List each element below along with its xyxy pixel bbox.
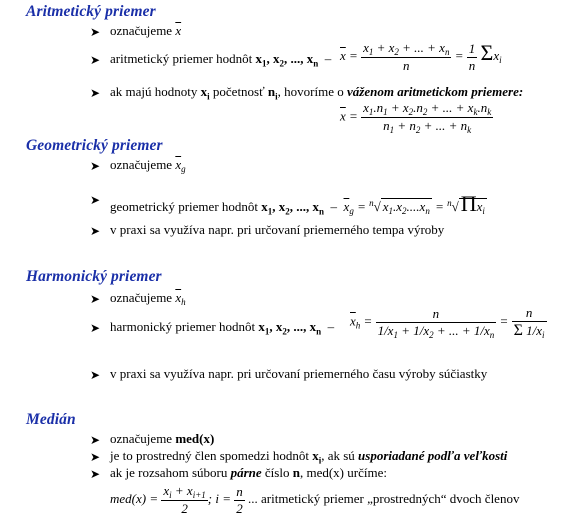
bullet-arrow-icon: ➤: [90, 292, 101, 306]
median-even-mid: číslo: [264, 465, 290, 480]
median-even-post: , med(x) určíme:: [299, 465, 387, 480]
harm-definition-line: harmonický priemer hodnôt $x_1$, $x_2$, ..., $x_n$ –: [110, 319, 338, 337]
bullet-arrow-icon: ➤: [90, 25, 101, 39]
geom-definition-line: geometrický priemer hodnôt $x_1$, $x_2$, ..., $x_n - \overline{x}_g = ^n√$ $x_1.x_2....x_n = ^n√\Pi x_i$: [110, 191, 485, 217]
harm-formula: $\overline{x}_h$ = $\frac{n}{1/x_1 + 1/x_2 + ... + 1/x_n}$ = $\frac{n}{\Sigma 1/x_i}$: [350, 305, 545, 340]
bullet-arrow-icon: ➤: [90, 224, 101, 238]
weighted-formula: $\overline{x}$ = $\frac{x_1.n_1 + x_2.n_2 + ... + x_k.n_k}{n_1 + n_2 + ... + n_k}$: [340, 100, 492, 135]
bullet-arrow-icon: ➤: [90, 450, 101, 464]
median-formula-lhs: med(x) =: [110, 490, 159, 506]
arith-formula: $\overline{x}$ = $\frac{x_1 + x_2 + ... + x_n}{n}$ = $\frac{1}{n}$ $\Sigma x_i$: [340, 40, 502, 74]
weighted-emphasis: váženom aritmetickom priemere:: [347, 84, 524, 99]
bullet-arrow-icon: ➤: [90, 159, 101, 173]
geom-denote-text: označujeme: [110, 157, 173, 172]
geom-denote-line: označujeme $\overline{x}_g$: [110, 157, 186, 174]
median-symbol: med(x): [175, 431, 215, 446]
geom-variables: $x_1$, $x_2$, ..., $x_n$: [261, 199, 325, 217]
arith-definition-text: aritmetický priemer hodnôt: [110, 51, 253, 66]
harm-symbol: $\overline{x}$: [175, 290, 182, 305]
geom-definition-text: geometrický priemer hodnôt: [110, 199, 259, 214]
arith-denote-text: označujeme: [110, 23, 173, 38]
heading-geometric-mean: Geometrický priemer: [26, 137, 163, 154]
median-even-n: n: [292, 465, 300, 480]
bullet-arrow-icon: ➤: [90, 433, 101, 447]
median-even-emphasis: párne: [230, 465, 262, 480]
median-formula: med(x) = $\frac{x_i + x_{i+1}}{2}$ ; i = $\frac{n}{2}$ ... aritmetický priemer „prostredných“ dvoch členov: [110, 483, 520, 516]
median-xi: $x_i$: [312, 448, 322, 466]
bullet-arrow-icon: ➤: [90, 467, 101, 481]
heading-harmonic-mean: Harmonický priemer: [26, 268, 162, 285]
median-definition-line: [110, 448, 507, 466]
harm-denote-line: označujeme $\overline{x}_h$: [110, 290, 186, 307]
median-definition-pre: je to prostredný člen spomedzi hodnôt: [110, 448, 309, 463]
weighted-pre-text: ak majú hodnoty: [110, 84, 198, 99]
bullet-arrow-icon: ➤: [90, 53, 101, 67]
weighted-post-text: , hovoríme o: [277, 84, 344, 99]
harm-definition-text: harmonický priemer hodnôt: [110, 319, 256, 334]
weighted-xi: $x_i$: [200, 84, 210, 102]
arith-denote-line: [110, 23, 181, 39]
median-denote-line: [110, 431, 214, 447]
heading-arithmetic-mean: Aritmetický priemer: [26, 3, 156, 20]
arith-variables: $x_1$, $x_2$, ..., $x_n$: [255, 51, 319, 69]
median-denote-text: označujeme: [110, 431, 173, 446]
harm-usage-text: v praxi sa využíva napr. pri určovaní priemerného času výroby súčiastky: [110, 366, 488, 381]
arith-symbol: $\overline{x}$: [175, 23, 182, 38]
median-even-pre: ak je rozsahom súboru: [110, 465, 228, 480]
heading-median: Medián: [26, 411, 76, 428]
arith-weighted-line: [110, 84, 523, 102]
bullet-arrow-icon: ➤: [90, 193, 101, 207]
median-formula-note: ... aritmetický priemer „prostredných“ dvoch členov: [248, 490, 520, 506]
bullet-arrow-icon: ➤: [90, 321, 101, 335]
median-definition-emphasis: usporiadané podľa veľkosti: [358, 448, 508, 463]
arith-definition-line: aritmetický priemer hodnôt $x_1$, $x_2$, ..., $x_n$ –: [110, 51, 335, 69]
weighted-mid-text: početnosť: [212, 84, 265, 99]
harm-variables: $x_1$, $x_2$, ..., $x_n$: [258, 319, 322, 337]
median-definition-post: , ak sú: [321, 448, 355, 463]
harm-denote-text: označujeme: [110, 290, 173, 305]
geom-usage-text: v praxi sa využíva napr. pri určovaní priemerného tempa výroby: [110, 222, 445, 237]
geom-symbol: $\overline{x}$: [175, 157, 182, 172]
bullet-arrow-icon: ➤: [90, 368, 101, 382]
median-even-line: [110, 465, 387, 481]
weighted-ni: $n_i$: [267, 84, 278, 102]
bullet-arrow-icon: ➤: [90, 86, 101, 100]
